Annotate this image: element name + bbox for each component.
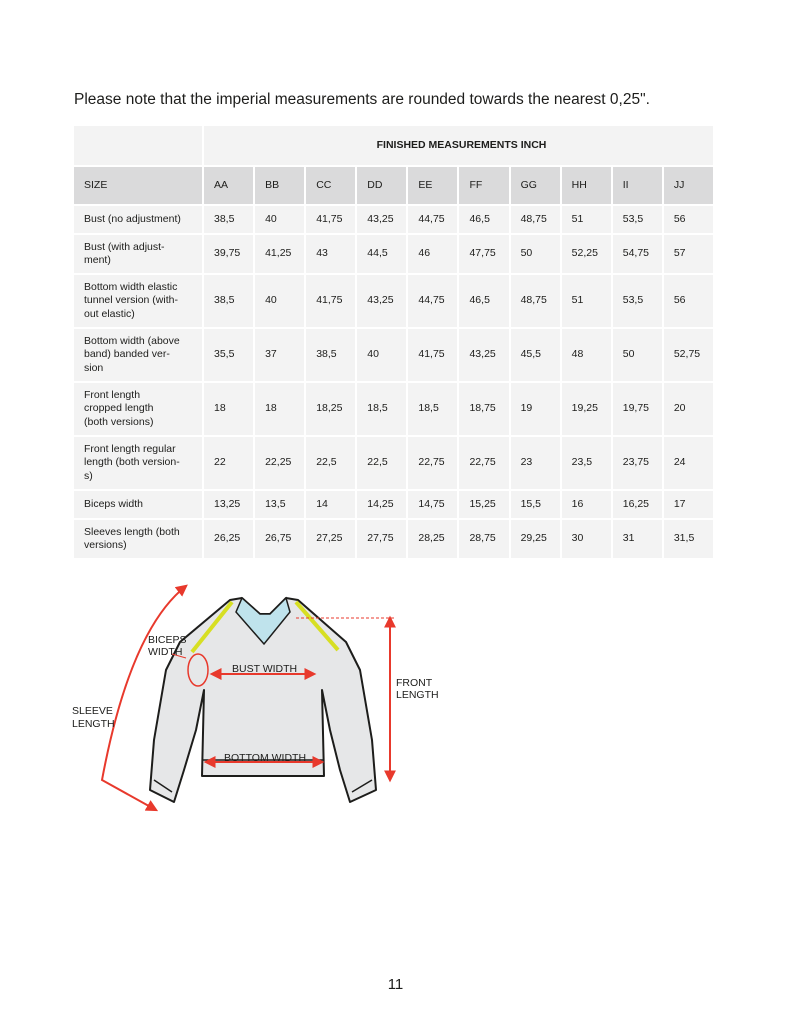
size-header-hh: HH: [562, 167, 611, 204]
measurement-cell: 50: [613, 329, 662, 381]
sweater-diagram: [60, 570, 460, 830]
measurement-cell: 28,75: [459, 520, 508, 558]
table-row: [74, 520, 713, 558]
bottom-width-label: BOTTOM WIDTH: [224, 752, 307, 764]
size-header-ee: EE: [408, 167, 457, 204]
measurement-cell: 52,75: [664, 329, 713, 381]
front-length-label-line1: FRONT: [396, 677, 433, 689]
table-title: FINISHED MEASUREMENTS INCH: [204, 126, 713, 165]
measurement-cell: 19,25: [562, 383, 611, 435]
measurement-cell: 38,5: [204, 206, 253, 233]
measurement-cell: 28,25: [408, 520, 457, 558]
measurement-cell: 46,5: [459, 275, 508, 327]
measurement-cell: 41,75: [408, 329, 457, 381]
measurement-cell: 40: [357, 329, 406, 381]
measurement-cell: 26,25: [204, 520, 253, 558]
size-header-dd: DD: [357, 167, 406, 204]
measurement-cell: 37: [255, 329, 304, 381]
table-row: [74, 206, 713, 233]
size-header-ff: FF: [459, 167, 508, 204]
row-label: Front length cropped length (both versions): [74, 383, 202, 435]
measurement-cell: 18,5: [357, 383, 406, 435]
measurement-cell: 15,25: [459, 491, 508, 518]
row-label: Bust (no adjustment): [74, 206, 202, 233]
measurement-cell: 19: [511, 383, 560, 435]
measurement-cell: 16,25: [613, 491, 662, 518]
measurement-cell: 14,25: [357, 491, 406, 518]
measurement-cell: 51: [562, 206, 611, 233]
size-header-jj: JJ: [664, 167, 713, 204]
table-row: [74, 491, 713, 518]
measurement-cell: 50: [511, 235, 560, 273]
size-header-bb: BB: [255, 167, 304, 204]
table-corner-cell: [74, 126, 202, 165]
size-label: SIZE: [74, 167, 202, 204]
measurement-cell: 22,5: [357, 437, 406, 489]
measurement-cell: 40: [255, 275, 304, 327]
measurement-cell: 18,25: [306, 383, 355, 435]
measurement-cell: 53,5: [613, 275, 662, 327]
measurement-cell: 27,25: [306, 520, 355, 558]
table-row: [74, 383, 713, 435]
measurement-cell: 41,75: [306, 206, 355, 233]
measurement-cell: 14: [306, 491, 355, 518]
measurement-cell: 24: [664, 437, 713, 489]
measurement-cell: 54,75: [613, 235, 662, 273]
measurement-cell: 23: [511, 437, 560, 489]
sleeve-length-label-line1: SLEEVE: [72, 705, 113, 717]
measurement-cell: 46: [408, 235, 457, 273]
measurement-cell: 43: [306, 235, 355, 273]
measurement-cell: 20: [664, 383, 713, 435]
measurement-cell: 44,75: [408, 275, 457, 327]
measurement-cell: 46,5: [459, 206, 508, 233]
measurement-cell: 43,25: [357, 206, 406, 233]
measurement-cell: 56: [664, 206, 713, 233]
table-row: [74, 235, 713, 273]
measurement-cell: 57: [664, 235, 713, 273]
sweater-body: [150, 598, 376, 802]
measurement-cell: 23,5: [562, 437, 611, 489]
measurement-cell: 14,75: [408, 491, 457, 518]
measurements-table: [72, 124, 715, 560]
measurement-cell: 18: [204, 383, 253, 435]
measurement-cell: 43,25: [357, 275, 406, 327]
biceps-width-label-line2: WIDTH: [148, 646, 183, 658]
measurement-cell: 15,5: [511, 491, 560, 518]
page-number: 11: [387, 976, 404, 993]
measurement-cell: 22,75: [408, 437, 457, 489]
sleeve-length-label-line2: LENGTH: [72, 718, 115, 730]
measurement-cell: 17: [664, 491, 713, 518]
measurement-cell: 18: [255, 383, 304, 435]
measurement-cell: 18,75: [459, 383, 508, 435]
row-label: Bust (with adjust- ment): [74, 235, 202, 273]
measurement-cell: 22: [204, 437, 253, 489]
measurement-cell: 23,75: [613, 437, 662, 489]
measurement-cell: 52,25: [562, 235, 611, 273]
measurement-cell: 43,25: [459, 329, 508, 381]
table-body: [74, 206, 713, 558]
measurement-cell: 31,5: [664, 520, 713, 558]
measurement-cell: 45,5: [511, 329, 560, 381]
measurement-cell: 29,25: [511, 520, 560, 558]
measurement-cell: 51: [562, 275, 611, 327]
measurement-cell: 35,5: [204, 329, 253, 381]
size-header-ii: II: [613, 167, 662, 204]
measurement-cell: 48: [562, 329, 611, 381]
measurement-cell: 40: [255, 206, 304, 233]
rounding-note: Please note that the imperial measurements are rounded towards the nearest 0,25".: [74, 91, 650, 108]
measurement-cell: 38,5: [306, 329, 355, 381]
table-row: [74, 329, 713, 381]
measurement-cell: 39,75: [204, 235, 253, 273]
bust-width-label: BUST WIDTH: [232, 663, 298, 675]
measurement-cell: 38,5: [204, 275, 253, 327]
sweater-illustration: [60, 570, 460, 830]
measurement-cell: 30: [562, 520, 611, 558]
measurement-cell: 53,5: [613, 206, 662, 233]
measurement-cell: 44,75: [408, 206, 457, 233]
measurement-cell: 27,75: [357, 520, 406, 558]
row-label: Front length regular length (both version- s): [74, 437, 202, 489]
measurement-cell: 18,5: [408, 383, 457, 435]
front-length-label-line2: LENGTH: [396, 689, 439, 701]
measurement-cell: 47,75: [459, 235, 508, 273]
measurement-cell: 13,5: [255, 491, 304, 518]
size-header-gg: GG: [511, 167, 560, 204]
measurement-cell: 16: [562, 491, 611, 518]
size-header-row: [74, 167, 713, 204]
table-row: [74, 437, 713, 489]
size-header-aa: AA: [204, 167, 253, 204]
biceps-width-label-line1: BICEPS: [148, 634, 187, 646]
row-label: Bottom width (above band) banded ver- sion: [74, 329, 202, 381]
size-header-cc: CC: [306, 167, 355, 204]
row-label: Bottom width elastic tunnel version (with- out elastic): [74, 275, 202, 327]
measurement-cell: 48,75: [511, 275, 560, 327]
measurement-cell: 31: [613, 520, 662, 558]
row-label: Sleeves length (both versions): [74, 520, 202, 558]
measurement-cell: 44,5: [357, 235, 406, 273]
measurement-cell: 22,5: [306, 437, 355, 489]
table-row: [74, 275, 713, 327]
measurement-cell: 41,75: [306, 275, 355, 327]
row-label: Biceps width: [74, 491, 202, 518]
measurement-cell: 22,75: [459, 437, 508, 489]
measurement-cell: 13,25: [204, 491, 253, 518]
measurements-table-wrap: [74, 126, 717, 558]
measurement-cell: 56: [664, 275, 713, 327]
measurement-cell: 41,25: [255, 235, 304, 273]
measurement-cell: 22,25: [255, 437, 304, 489]
measurement-cell: 48,75: [511, 206, 560, 233]
measurement-cell: 26,75: [255, 520, 304, 558]
measurement-cell: 19,75: [613, 383, 662, 435]
